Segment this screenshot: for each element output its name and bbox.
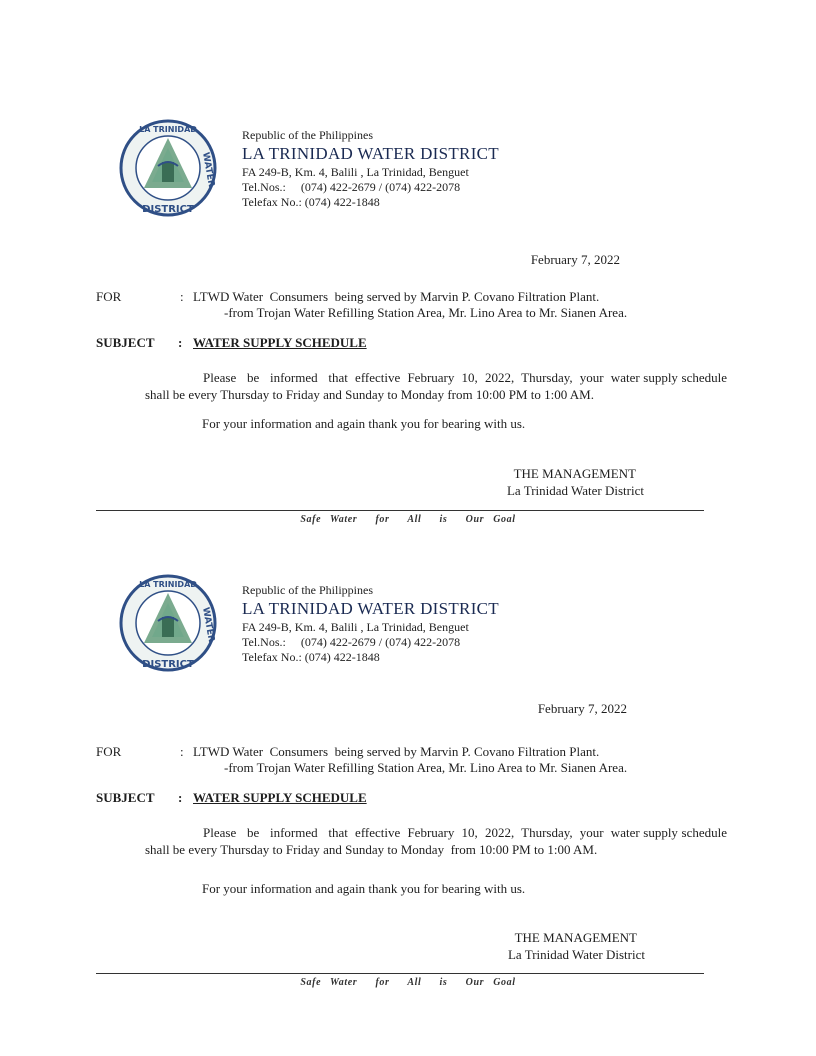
- letterhead-org-name: LA TRINIDAD WATER DISTRICT: [242, 598, 499, 618]
- seal-text-top: LA TRINIDAD: [139, 580, 197, 589]
- letterhead-tel: Tel.Nos.: (074) 422-2679 / (074) 422-2078: [242, 634, 461, 649]
- memo-date: February 7, 2022: [537, 701, 627, 716]
- water-district-seal: [118, 573, 218, 673]
- letterhead: [242, 583, 499, 664]
- for-recipients-line2: -from Trojan Water Refilling Station Area, Mr. Lino Area to Mr. Sianen Area.: [224, 305, 628, 320]
- footer-slogan: Safe Water for All is Our Goal: [300, 514, 516, 525]
- for-label: FOR: [96, 744, 122, 759]
- footer-divider: [96, 510, 704, 511]
- signature-title: THE MANAGEMENT: [513, 466, 636, 481]
- closing-paragraph: For your information and again thank you for bearing with us.: [202, 416, 526, 431]
- signature-block: [0, 465, 644, 499]
- signature-org: La Trinidad Water District: [506, 483, 644, 498]
- body-paragraph: Please be informed that effective February 10, 2022, Thursday, your water supply schedule shall be every Thursday to Friday and Sunday to Monday from 10:00 PM to 1:00 AM.: [145, 825, 731, 857]
- for-recipients-line1: LTWD Water Consumers being served by Marvin P. Covano Filtration Plant.: [193, 744, 600, 759]
- body-paragraph: Please be informed that effective February 10, 2022, Thursday, your water supply schedule shall be every Thursday to Friday and Sunday to Monday from 10:00 PM to 1:00 AM.: [145, 370, 731, 402]
- letterhead-tel: Tel.Nos.: (074) 422-2679 / (074) 422-2078: [242, 179, 461, 194]
- seal-logo-icon: [118, 573, 218, 673]
- seal-text-water: WATER: [200, 606, 216, 643]
- seal-text-top: LA TRINIDAD: [139, 125, 197, 134]
- for-colon: :: [180, 744, 184, 759]
- signature-block: [0, 929, 645, 963]
- for-recipients-line2: -from Trojan Water Refilling Station Area, Mr. Lino Area to Mr. Sianen Area.: [224, 760, 628, 775]
- subject-label: SUBJECT: [96, 790, 155, 805]
- subject-colon: :: [178, 335, 183, 350]
- closing-paragraph: For your information and again thank you for bearing with us.: [202, 881, 526, 896]
- letterhead-org-name: LA TRINIDAD WATER DISTRICT: [242, 143, 499, 163]
- memo-date: February 7, 2022: [530, 252, 620, 267]
- subject-colon: :: [178, 790, 183, 805]
- signature-title: THE MANAGEMENT: [514, 930, 637, 945]
- footer-slogan: Safe Water for All is Our Goal: [300, 977, 516, 988]
- letterhead-telefax: Telefax No.: (074) 422-1848: [242, 194, 380, 209]
- letterhead-country: Republic of the Philippines: [242, 583, 373, 597]
- signature-org: La Trinidad Water District: [507, 947, 645, 962]
- water-district-seal: [118, 118, 218, 218]
- letterhead-address: FA 249-B, Km. 4, Balili , La Trinidad, Benguet: [242, 620, 469, 635]
- for-label: FOR: [96, 289, 122, 304]
- for-recipients-line1: LTWD Water Consumers being served by Marvin P. Covano Filtration Plant.: [193, 289, 600, 304]
- for-colon: :: [180, 289, 184, 304]
- seal-logo-icon: [118, 118, 218, 218]
- subject-label: SUBJECT: [96, 335, 155, 350]
- letterhead-telefax: Telefax No.: (074) 422-1848: [242, 649, 380, 664]
- letterhead-address: FA 249-B, Km. 4, Balili , La Trinidad, Benguet: [242, 165, 469, 180]
- subject-title: WATER SUPPLY SCHEDULE: [193, 790, 367, 805]
- seal-text-district: DISTRICT: [142, 659, 194, 670]
- seal-text-water: WATER: [200, 151, 216, 188]
- footer-divider: [96, 973, 704, 974]
- seal-text-district: DISTRICT: [142, 204, 194, 215]
- letterhead-country: Republic of the Philippines: [242, 128, 373, 142]
- subject-title: WATER SUPPLY SCHEDULE: [193, 335, 367, 350]
- letterhead: [242, 128, 499, 209]
